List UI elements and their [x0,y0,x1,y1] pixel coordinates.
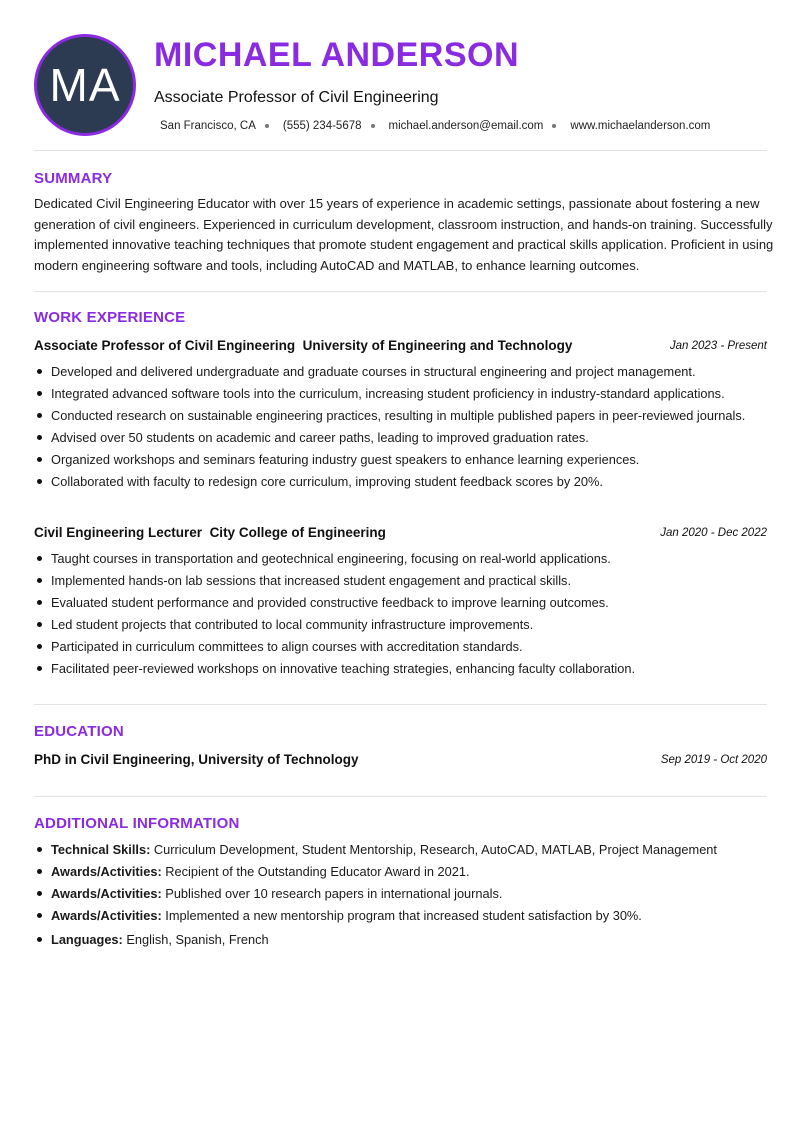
divider [34,291,767,292]
separator-dot-icon [552,124,556,128]
list-item [34,906,767,926]
divider [34,150,767,151]
candidate-name: MICHAEL ANDERSON [154,36,520,74]
contact-email[interactable]: michael.anderson@email.com [388,120,544,132]
list-item: Evaluated student performance and provided constructive feedback to improve learning outcomes. [34,593,767,613]
job-header [34,525,767,540]
separator-dot-icon [265,124,269,128]
divider [34,704,767,705]
separator-dot-icon [371,124,375,128]
contact-website[interactable]: www.michaelanderson.com [570,120,711,132]
job-dates: Jan 2020 - Dec 2022 [660,527,767,539]
additional-list [34,840,767,952]
list-item: Collaborated with faculty to redesign core curriculum, improving student feedback scores by 20%. [34,472,767,492]
item-value: Curriculum Development, Student Mentorship, Research, AutoCAD, MATLAB, Project Management [153,842,717,857]
list-item [34,862,767,882]
list-item [34,930,767,950]
item-label: Languages: [51,931,123,947]
job-header [34,338,767,353]
list-item: Conducted research on sustainable engineering practices, resulting in multiple published papers in peer-reviewed journals. [34,406,767,426]
job-organization: University of Engineering and Technology [302,338,573,353]
candidate-title: Associate Professor of Civil Engineering [154,89,439,106]
list-item: Taught courses in transportation and geotechnical engineering, focusing on real-world applications. [34,549,767,569]
list-item: Facilitated peer-reviewed workshops on innovative teaching strategies, enhancing faculty collaboration. [34,659,767,679]
item-value: Implemented a new mentorship program that increased student satisfaction by 30%. [165,908,642,923]
additional-heading: ADDITIONAL INFORMATION [34,815,240,832]
item-label: Awards/Activities: [51,886,162,901]
divider [34,796,767,797]
item-label: Awards/Activities: [51,864,162,879]
list-item [34,884,767,904]
list-item: Organized workshops and seminars featuring industry guest speakers to enhance learning experiences. [34,450,767,470]
contact-location: San Francisco, CA [160,120,256,132]
list-item: Advised over 50 students on academic and career paths, leading to improved graduation rates. [34,428,767,448]
avatar-initials: MA [49,59,121,111]
summary-text: Dedicated Civil Engineering Educator with over 15 years of experience in academic settings, passionate about fostering a new generation of civil engineers. Experienced in curriculum development, classroom instruction, and hands-on training. Successfully implemented innovative teaching techniques that promote student engagement and practical skills application. Proficient in using modern engineering software and tools, including AutoCAD and MATLAB, to enhance learning outcomes. [34,196,774,273]
job-bullets [34,549,767,681]
job-dates: Jan 2023 - Present [669,340,767,352]
list-item: Led student projects that contributed to local community infrastructure improvements. [34,615,767,635]
contact-row [160,120,710,132]
list-item [34,840,767,860]
job-bullets [34,362,767,494]
experience-heading: WORK EXPERIENCE [34,309,186,326]
job-role: Civil Engineering Lecturer [34,525,203,540]
education-degree: PhD in Civil Engineering, University of Technology [34,752,359,767]
job-organization: City College of Engineering [209,525,386,540]
item-value: Published over 10 research papers in international journals. [165,886,503,901]
list-item: Integrated advanced software tools into the curriculum, increasing student proficiency in industry-standard applications. [34,384,767,404]
list-item: Participated in curriculum committees to align courses with accreditation standards. [34,637,767,657]
list-item: Developed and delivered undergraduate and graduate courses in structural engineering and project management. [34,362,767,382]
item-label: Technical Skills: [51,842,151,857]
contact-phone: (555) 234-5678 [282,120,362,132]
education-heading: EDUCATION [34,723,124,740]
education-dates: Sep 2019 - Oct 2020 [660,754,767,766]
job-role: Associate Professor of Civil Engineering [34,338,296,353]
summary-heading: SUMMARY [34,170,113,187]
item-value: English, Spanish, French [126,931,269,947]
item-value: Recipient of the Outstanding Educator Award in 2021. [165,864,470,879]
education-entry [34,752,767,767]
list-item: Implemented hands-on lab sessions that increased student engagement and practical skills. [34,571,767,591]
item-label: Awards/Activities: [51,908,162,923]
avatar [34,34,136,136]
